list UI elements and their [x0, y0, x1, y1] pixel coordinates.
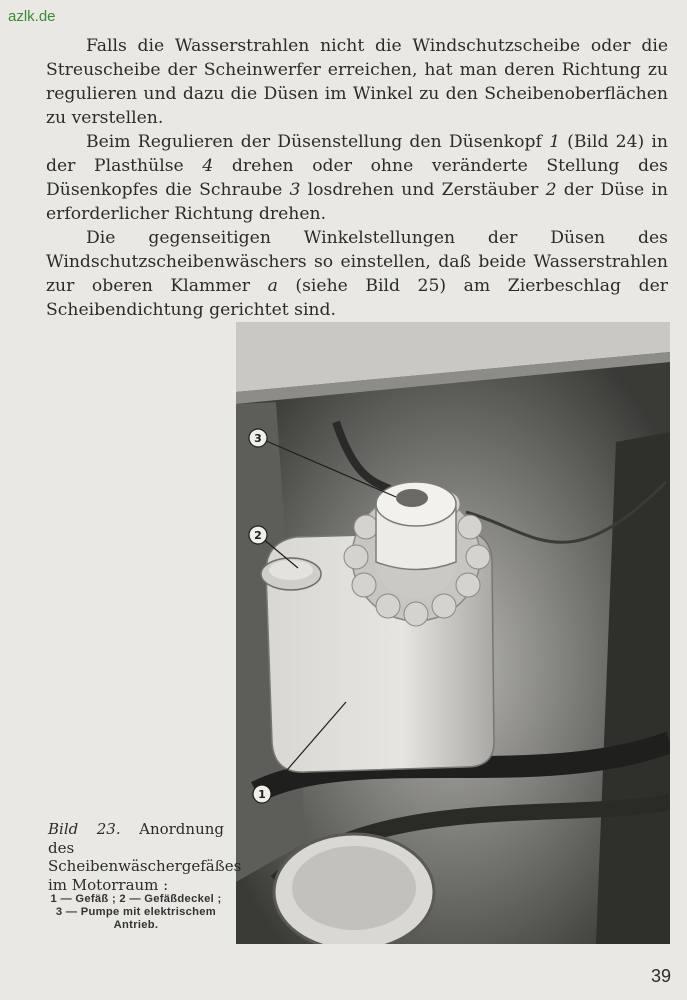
page-number: 39: [650, 966, 671, 986]
caption-label: Bild 23.: [48, 820, 121, 838]
callout-2: 2: [254, 529, 262, 542]
watermark: azlk.de: [8, 8, 56, 25]
body-text: [46, 34, 668, 322]
figure-legend: 1 — Gefäß ; 2 — Gefäßdeckel ; 3 — Pumpe mit elektrischem Antrieb.: [50, 893, 222, 931]
paragraph-1: Falls die Wasserstrahlen nicht die Windschutzscheibe oder die Streuscheibe der Scheinwerfer erreichen, hat man deren Richtung zu regulieren und dazu die Düsen im Winkel zu den Scheibenoberflächen zu verstellen.: [46, 36, 668, 128]
figure-photo: [236, 322, 670, 944]
figure-caption: [48, 820, 242, 894]
caption-text: Anordnung des Scheibenwäschergefäßes im Motorraum :: [48, 820, 242, 894]
paragraph-2: Beim Regulieren der Düsenstellung den Düsenkopf 1 (Bild 24) in der Plasthülse 4 drehen oder ohne veränderte Stellung des Düsenkopfes die Schraube 3 losdrehen und Zerstäuber 2 der Düse in erforderlicher Richtung drehen.: [46, 132, 668, 224]
paragraph-3: Die gegenseitigen Winkelstellungen der Düsen des Windschutzscheibenwäschers so einstellen, daß beide Wasserstrahlen zur oberen Klammer a (siehe Bild 25) am Zierbeschlag der Scheibendichtung gerichtet sind.: [46, 228, 668, 320]
callout-3: 3: [254, 432, 262, 445]
callout-1: 1: [258, 788, 266, 801]
